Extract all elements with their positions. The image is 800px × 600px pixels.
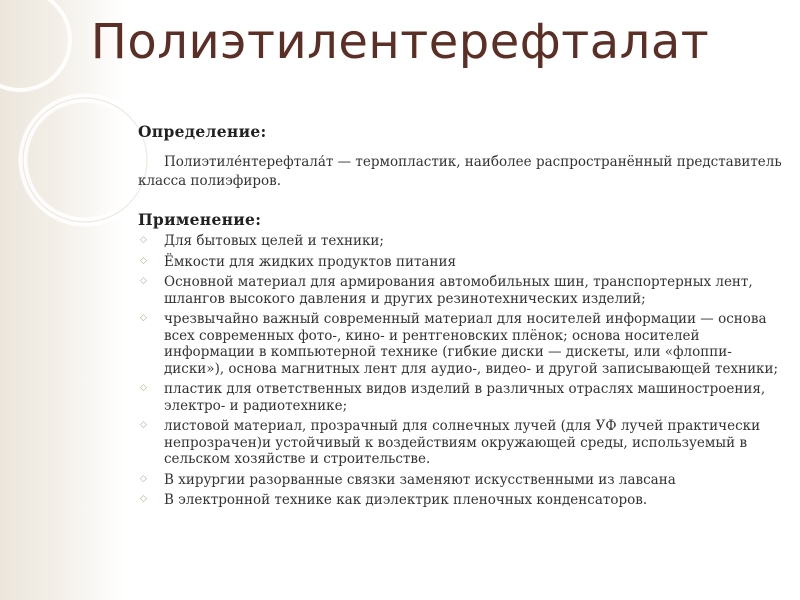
page-title: Полиэтилентерефталат (90, 14, 710, 70)
list-item (138, 418, 788, 468)
bullet-icon: ◇ (140, 383, 147, 393)
list-item (138, 472, 788, 489)
list-item-text: Ёмкости для жидких продуктов питания (164, 253, 456, 270)
list-item-text: Для бытовых целей и техники; (164, 233, 384, 249)
bullet-icon: ◇ (140, 255, 147, 266)
list-item-text: листовой материал, прозрачный для солнечных лучей (для УФ лучей практически непрозрачен)и устойчивый к воздействиям окружающей среды, используемый в сельском хозяйстве и строительстве. (164, 418, 761, 467)
content-area (138, 122, 788, 513)
list-item (138, 492, 788, 509)
list-item (138, 233, 788, 250)
bullet-icon: ◇ (140, 420, 147, 430)
list-item-text: В хирургии разорванные связки заменяют искусственными из лавсана (164, 471, 676, 488)
bullet-icon: ◇ (140, 473, 147, 484)
list-item-text: чрезвычайно важный современный материал для носителей информации — основа всех современных фото-, кино- и рентгеновских плёнок; основа носителей информации в компьютерной технике (гибкие диски — дискеты, или «флоппи-диски»), основа магнитных лент для аудио-, видео- и другой записывающей техники; (164, 311, 779, 377)
bullet-icon: ◇ (140, 494, 147, 504)
list-item (138, 381, 788, 414)
definition-text: Полиэтиле́нтерефтала́т — термопластик, наиболее распространённый представитель класса полиэфиров. (138, 154, 782, 189)
application-heading: Применение: (138, 210, 262, 229)
list-item-text: Основной материал для армирования автомобильных шин, транспортерных лент, шлангов высокого давления и других резинотехнических изделий; (164, 274, 753, 307)
bullet-icon: ◇ (140, 235, 147, 245)
bullet-icon: ◇ (140, 313, 147, 323)
list-item-text: В электронной технике как диэлектрик пленочных конденсаторов. (164, 492, 648, 508)
list-item (138, 311, 788, 377)
bullet-icon: ◇ (140, 276, 147, 286)
application-list (138, 233, 788, 509)
list-item (138, 274, 788, 307)
list-item-text: пластик для ответственных видов изделий в различных отраслях машиностроения, электро- и радиотехнике; (164, 381, 766, 414)
list-item (138, 254, 788, 271)
definition-heading: Определение: (138, 122, 267, 141)
